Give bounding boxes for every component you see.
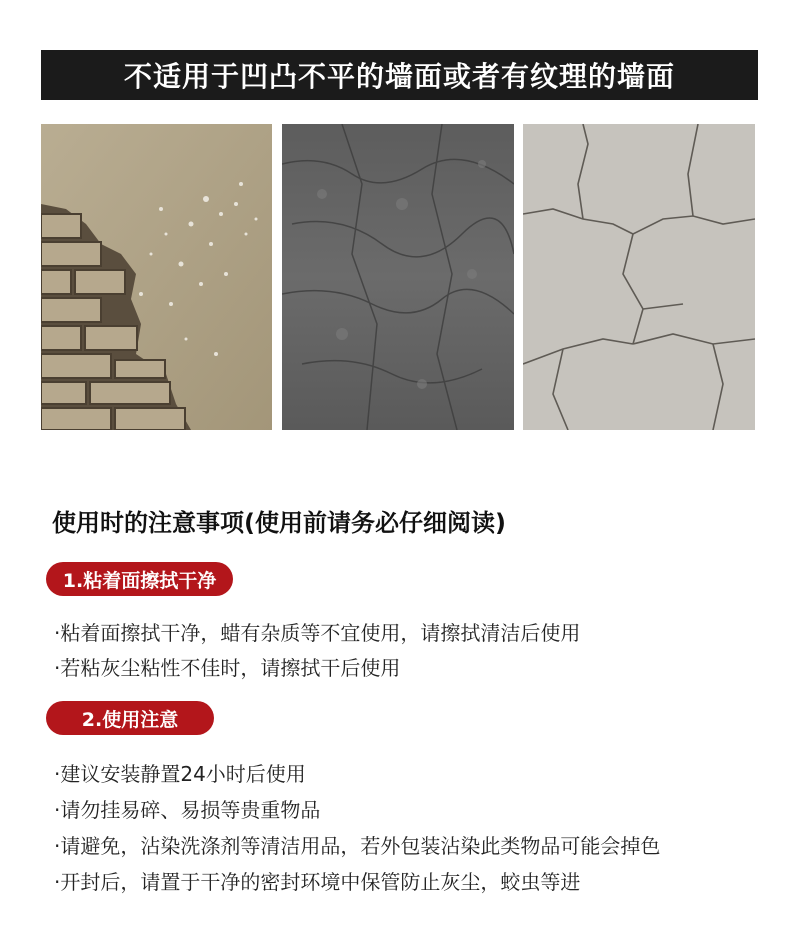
cracked-wall-image (523, 124, 755, 430)
notice-heading: 使用时的注意事项(使用前请务必仔细阅读) (52, 509, 506, 537)
list-item: ·请避免，沾染洗涤剂等清洁用品，若外包装沾染此类物品可能会掉色 (54, 834, 661, 858)
banner-title: 不适用于凹凸不平的墙面或者有纹理的墙面 (41, 50, 758, 100)
list-item: ·建议安装静置24小时后使用 (54, 762, 306, 786)
list-item: ·请勿挂易碎、易损等贵重物品 (54, 798, 321, 822)
peeling-wall-image (41, 124, 272, 430)
list-item: ·开封后，请置于干净的密封环境中保管防止灰尘，蛟虫等进 (54, 870, 581, 894)
section-label-clean-surface: 1.粘着面擦拭干净 (46, 562, 233, 596)
list-item: ·粘着面擦拭干净，蜡有杂质等不宜使用，请擦拭清洁后使用 (54, 621, 581, 645)
list-item: ·若粘灰尘粘性不佳时，请擦拭干后使用 (54, 656, 401, 680)
section-label-usage-notes: 2.使用注意 (46, 701, 214, 735)
rough-cement-wall-image (282, 124, 514, 430)
